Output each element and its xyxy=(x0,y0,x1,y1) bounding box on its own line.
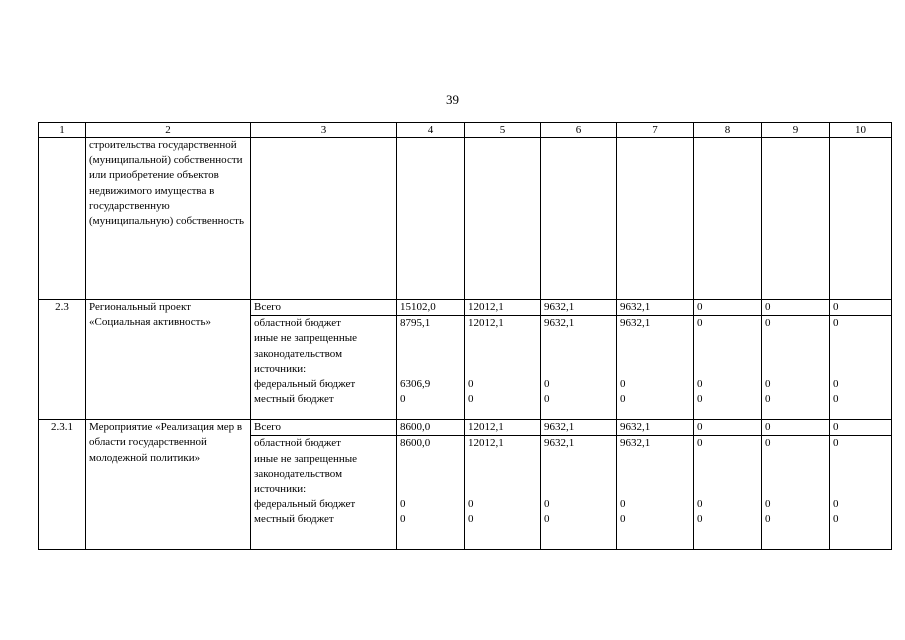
value-cell xyxy=(541,436,617,550)
value-line: 0 xyxy=(468,498,474,511)
source-line: федеральный бюджет xyxy=(254,498,356,511)
value-line xyxy=(400,347,461,362)
value-cell xyxy=(830,316,892,420)
value-line xyxy=(544,331,613,346)
value-line xyxy=(544,347,613,362)
value-line xyxy=(544,452,613,467)
source-line: федеральный бюджет xyxy=(254,377,356,390)
value-line xyxy=(833,482,888,497)
value-line xyxy=(765,452,826,467)
value-line: 0 xyxy=(620,377,626,390)
value-line: 9632,1 xyxy=(544,317,575,330)
value-cell: 0 xyxy=(694,300,762,316)
value-line: 0 xyxy=(765,377,771,390)
value-line xyxy=(400,467,461,482)
value-cell: 15102,0 xyxy=(397,300,465,316)
value-line: 0 xyxy=(697,393,703,406)
header-cell: 7 xyxy=(617,123,694,138)
value-cell xyxy=(541,316,617,420)
value-cell xyxy=(617,436,694,550)
value-cell: 0 xyxy=(762,420,830,436)
source-line: источники: xyxy=(254,362,307,375)
value-line xyxy=(697,452,758,467)
value-line: 0 xyxy=(833,513,839,526)
value-cell: 9632,1 xyxy=(617,300,694,316)
header-cell: 3 xyxy=(251,123,397,138)
header-cell: 1 xyxy=(39,123,86,138)
budget-table xyxy=(38,122,892,550)
value-cell xyxy=(830,436,892,550)
value-line: 0 xyxy=(833,393,839,406)
source-line: иные не запрещенные xyxy=(254,332,358,345)
value-cell: 9632,1 xyxy=(617,420,694,436)
header-cell: 6 xyxy=(541,123,617,138)
source-line: местный бюджет xyxy=(254,513,334,526)
source-cell: Всего xyxy=(251,300,397,316)
header-cell: 4 xyxy=(397,123,465,138)
header-cell: 9 xyxy=(762,123,830,138)
value-line: 0 xyxy=(833,437,839,450)
value-line: 0 xyxy=(620,498,626,511)
value-cell: 0 xyxy=(830,420,892,436)
value-line: 0 xyxy=(468,393,474,406)
value-line: 8600,0 xyxy=(400,437,431,450)
value-line: 0 xyxy=(400,498,406,511)
table-row xyxy=(39,300,892,316)
value-line: 0 xyxy=(765,513,771,526)
value-line: 12012,1 xyxy=(468,317,504,330)
value-line: 9632,1 xyxy=(620,437,651,450)
value-cell: 12012,1 xyxy=(465,420,541,436)
value-cell: 9632,1 xyxy=(541,300,617,316)
table-cell xyxy=(541,138,617,300)
value-cell: 9632,1 xyxy=(541,420,617,436)
value-line xyxy=(697,347,758,362)
value-line xyxy=(833,362,888,377)
row-name: Региональный проект «Социальная активность» xyxy=(86,300,251,420)
value-line xyxy=(544,362,613,377)
value-line xyxy=(468,331,537,346)
value-line: 0 xyxy=(544,513,550,526)
value-cell xyxy=(762,316,830,420)
value-line xyxy=(468,362,537,377)
value-cell xyxy=(465,316,541,420)
value-cell xyxy=(465,436,541,550)
value-cell: 12012,1 xyxy=(465,300,541,316)
source-line: иные не запрещенные xyxy=(254,452,358,465)
value-line xyxy=(620,331,690,346)
value-line: 0 xyxy=(697,513,703,526)
value-line xyxy=(620,362,690,377)
value-cell: 8600,0 xyxy=(397,420,465,436)
value-line: 0 xyxy=(468,377,474,390)
value-line xyxy=(697,467,758,482)
value-line: 0 xyxy=(833,317,839,330)
value-line xyxy=(468,347,537,362)
source-line: законодательством xyxy=(254,467,343,480)
source-cell: Всего xyxy=(251,420,397,436)
header-cell: 2 xyxy=(86,123,251,138)
value-line: 0 xyxy=(544,498,550,511)
value-line: 0 xyxy=(400,393,406,406)
value-line xyxy=(400,331,461,346)
value-line: 8795,1 xyxy=(400,317,431,330)
source-line: источники: xyxy=(254,482,307,495)
value-line: 0 xyxy=(765,437,771,450)
value-line xyxy=(765,347,826,362)
value-line xyxy=(468,482,537,497)
value-line xyxy=(620,467,690,482)
value-cell: 0 xyxy=(762,300,830,316)
row-number: 2.3 xyxy=(39,300,86,420)
value-line xyxy=(468,467,537,482)
row-number: 2.3.1 xyxy=(39,420,86,550)
value-line xyxy=(765,467,826,482)
value-line xyxy=(620,452,690,467)
value-line: 0 xyxy=(468,513,474,526)
value-cell: 0 xyxy=(694,420,762,436)
source-list xyxy=(251,316,397,420)
value-line xyxy=(620,347,690,362)
header-cell: 8 xyxy=(694,123,762,138)
value-line xyxy=(765,482,826,497)
continuation-text: строительства государственной (муниципальной) собственности или приобретение объектов недвижимого имущества в государственную (муниципальную) собственность xyxy=(86,138,251,300)
table-cell xyxy=(762,138,830,300)
value-line xyxy=(400,452,461,467)
header-row xyxy=(39,123,892,138)
value-line xyxy=(765,362,826,377)
table-cell xyxy=(39,138,86,300)
value-line xyxy=(833,467,888,482)
value-line: 0 xyxy=(833,377,839,390)
value-line: 6306,9 xyxy=(400,377,431,390)
value-cell xyxy=(694,316,762,420)
value-line xyxy=(833,452,888,467)
value-line xyxy=(400,482,461,497)
header-cell: 10 xyxy=(830,123,892,138)
table-cell xyxy=(465,138,541,300)
value-line xyxy=(697,482,758,497)
value-line: 0 xyxy=(620,513,626,526)
value-line: 0 xyxy=(765,498,771,511)
page-number: 39 xyxy=(446,92,459,107)
table-cell xyxy=(830,138,892,300)
value-cell: 0 xyxy=(830,300,892,316)
value-line: 0 xyxy=(697,498,703,511)
value-line xyxy=(765,331,826,346)
value-line: 0 xyxy=(620,393,626,406)
value-cell xyxy=(694,436,762,550)
value-line: 0 xyxy=(765,393,771,406)
header-cell: 5 xyxy=(465,123,541,138)
value-line xyxy=(833,347,888,362)
value-line: 9632,1 xyxy=(544,437,575,450)
value-line: 9632,1 xyxy=(620,317,651,330)
table-cell xyxy=(251,138,397,300)
value-line: 0 xyxy=(833,498,839,511)
value-line: 0 xyxy=(400,513,406,526)
value-cell xyxy=(617,316,694,420)
value-line: 0 xyxy=(697,377,703,390)
value-line xyxy=(697,362,758,377)
source-line: областной бюджет xyxy=(254,437,341,450)
table-row xyxy=(39,420,892,436)
continuation-row xyxy=(39,138,892,300)
value-line: 12012,1 xyxy=(468,437,504,450)
value-line: 0 xyxy=(697,317,703,330)
value-line xyxy=(697,331,758,346)
value-cell xyxy=(397,436,465,550)
value-line: 0 xyxy=(544,393,550,406)
source-line: областной бюджет xyxy=(254,317,341,330)
value-line xyxy=(544,482,613,497)
table-cell xyxy=(617,138,694,300)
value-cell xyxy=(762,436,830,550)
source-list xyxy=(251,436,397,550)
source-line: законодательством xyxy=(254,347,343,360)
value-line: 0 xyxy=(697,437,703,450)
value-line xyxy=(544,467,613,482)
value-line xyxy=(400,362,461,377)
value-line: 0 xyxy=(544,377,550,390)
value-cell xyxy=(397,316,465,420)
value-line: 0 xyxy=(765,317,771,330)
table-cell xyxy=(397,138,465,300)
value-line xyxy=(468,452,537,467)
source-line: местный бюджет xyxy=(254,393,334,406)
row-name: Мероприятие «Реализация мер в области государственной молодежной политики» xyxy=(86,420,251,550)
table-cell xyxy=(694,138,762,300)
value-line xyxy=(833,331,888,346)
value-line xyxy=(620,482,690,497)
